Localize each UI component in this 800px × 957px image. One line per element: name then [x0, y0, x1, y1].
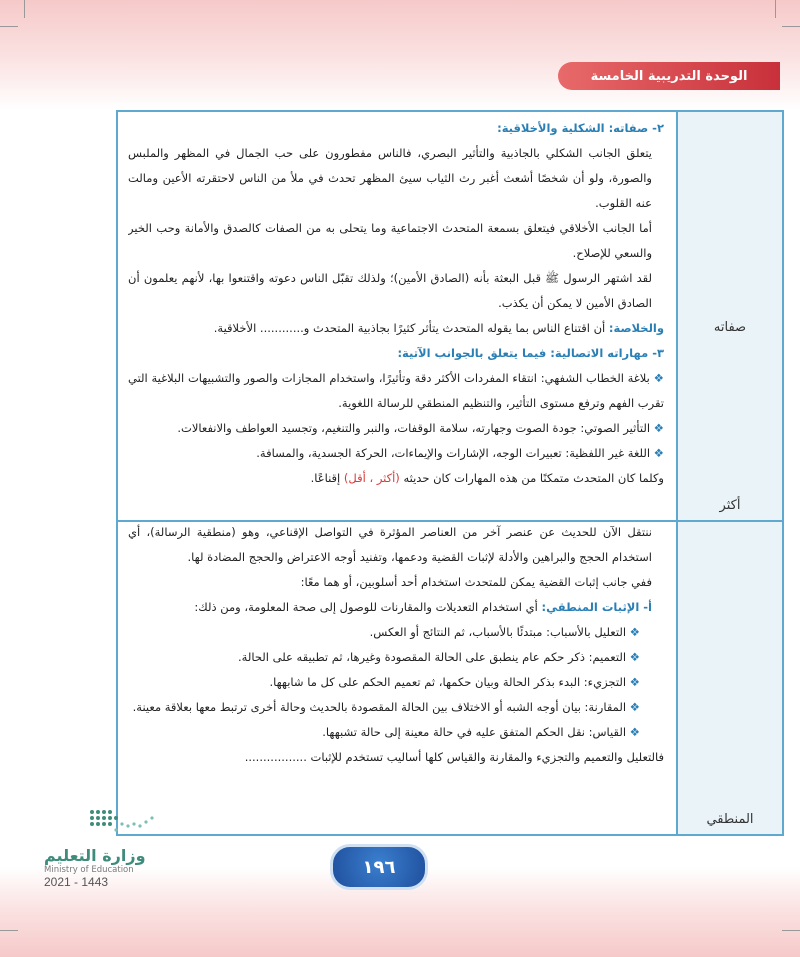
section-3-title: ٣- مهاراته الاتصالية: فيما يتعلق بالجوانب الآتية: [397, 346, 664, 360]
section-2-title: ٢- صفاته: الشكلية والأخلاقية: [497, 121, 664, 135]
bullet-item: ❖ التأثير الصوتي: جودة الصوت وجهارته، سلامة الوقفات، والنبر والتنغيم، وتجسيد العواطف والانفعالات. [177, 421, 664, 435]
paragraph: لقد اشتهر الرسول ﷺ قبل البعثة بأنه (الصادق الأمين)؛ ولذلك تقبّل الناس دعوته واقتنعوا بها، لأنهم يعلمون أن الصادق الأمين لا يمكن أن يكذب. [128, 271, 652, 310]
bullet-icon: ❖ [626, 700, 640, 714]
bullet-icon: ❖ [626, 675, 640, 689]
ministry-name-ar: وزارة التعليم [44, 846, 146, 865]
bullet-item: ❖ المقارنة: بيان أوجه الشبه أو الاختلاف بين الحالة المقصودة بالحديث وحالة أخرى ترتبط معها بعلاقة معينة. [132, 700, 640, 714]
bullet-item: ❖ التجزيء: البدء بذكر الحالة وبيان حكمها، ثم تعميم الحكم على كل ما شابهها. [269, 675, 640, 689]
summary-text: أن اقتناع الناس بما يقوله المتحدث يتأثر كثيرًا بجاذبية المتحدث و............ الأخلاقية. [213, 321, 609, 335]
edition-year: 2021 - 1443 [44, 875, 109, 889]
top-background-band [0, 0, 800, 110]
summary-label: والخلاصة: [608, 321, 664, 335]
crop-mark [775, 0, 776, 18]
bullet-icon: ❖ [650, 421, 664, 435]
sub-heading-line: أ- الإثبات المنطقي: أي استخدام التعديلات والمقارنات للوصول إلى صحة المعلومة، ومن ذلك: [194, 600, 652, 614]
crop-mark [0, 930, 18, 931]
row-label-akthar: أكثر [719, 498, 741, 513]
page-number: ١٩٦ [362, 856, 396, 878]
unit-title-tab [558, 62, 780, 90]
row-label-sifatuh: صفاته [713, 320, 747, 335]
ministry-logo-icon [86, 806, 158, 836]
bullet-icon: ❖ [649, 371, 664, 385]
bullet-icon: ❖ [626, 625, 640, 639]
page-number-badge [330, 844, 428, 890]
bullet-item: ❖ التعميم: ذكر حكم عام ينطبق على الحالة المقصودة وغيرها، ثم تطبيقه على الحالة. [238, 650, 640, 664]
paragraph: ففي جانب إثبات القضية يمكن للمتحدث استخدام أحد أسلوبين، أو هما معًا: [300, 575, 652, 589]
section-4 [128, 516, 664, 832]
bullet-icon: ❖ [626, 650, 640, 664]
crop-mark [24, 0, 25, 18]
content-table [116, 110, 784, 836]
summary-line [128, 316, 664, 341]
sub-heading: أ- الإثبات المنطقي: [541, 600, 652, 614]
closing-line: وكلما كان المتحدث متمكنًا من هذه المهارات كان حديثه (أكثر ، أقل) إقناعًا. [310, 471, 664, 485]
ministry-name-en: Ministry of Education [44, 865, 134, 875]
section-2 [128, 116, 664, 516]
paragraph: ننتقل الآن للحديث عن عنصر آخر من العناصر المؤثرة في التواصل الإقناعي، وهو (منطقية الرسالة)، أي استخدام الحجج والبراهين والأدلة لإثبات القضية ودعمها، وتفنيد أوجه الاعتراض والحجج المضادة لها. [128, 525, 652, 564]
bullet-item: ❖ التعليل بالأسباب: مبتدئًا بالأسباب، ثم النتائج أو العكس. [369, 625, 640, 639]
unit-title: الوحدة التدريبية الخامسة [590, 68, 748, 84]
paragraph: يتعلق الجانب الشكلي بالجاذبية والتأثير البصري، فالناس مفطورون على حب الجمال في المظهر والملبس والصورة، ولو أن شخصًا أشعث أغبر رث الثياب سيئ المظهر تحدث في ملأ من الناس لاحتقرته الأعين ومالت عنه القلوب. [128, 146, 652, 210]
label-column [676, 112, 782, 834]
ministry-block [44, 846, 154, 889]
crop-mark [782, 26, 800, 27]
bullet-item: ❖ بلاغة الخطاب الشفهي: انتقاء المفردات الأكثر دقة وتأثيرًا، واستخدام المجازات والصور والتشبيهات البلاغية التي تقرب الفهم وترفع مستوى التأثير، والتنظيم المنطقي للرسالة اللغوية. [128, 371, 664, 410]
closing-line: فالتعليل والتعميم والتجزيء والمقارنة والقياس كلها أساليب تستخدم للإثبات ................. [244, 750, 664, 764]
content-column [118, 112, 674, 834]
bullet-icon: ❖ [626, 725, 640, 739]
bullet-item: ❖ القياس: نقل الحكم المتفق عليه في حالة معينة إلى حالة تشبهها. [322, 725, 640, 739]
crop-mark [782, 930, 800, 931]
bullet-item: ❖ اللغة غير اللفظية: تعبيرات الوجه، الإشارات والإيماءات، الحركة الجسدية، والمسافة. [256, 446, 664, 460]
choice-options: (أكثر ، أقل) [343, 471, 400, 485]
row-label-mantiqi: المنطقي [706, 812, 754, 827]
bullet-icon: ❖ [650, 446, 664, 460]
crop-mark [0, 26, 18, 27]
paragraph: أما الجانب الأخلاقي فيتعلق بسمعة المتحدث الاجتماعية وما يتحلى به من الصفات كالصدق والأمانة وحب الخير والسعي للإصلاح. [128, 221, 652, 260]
